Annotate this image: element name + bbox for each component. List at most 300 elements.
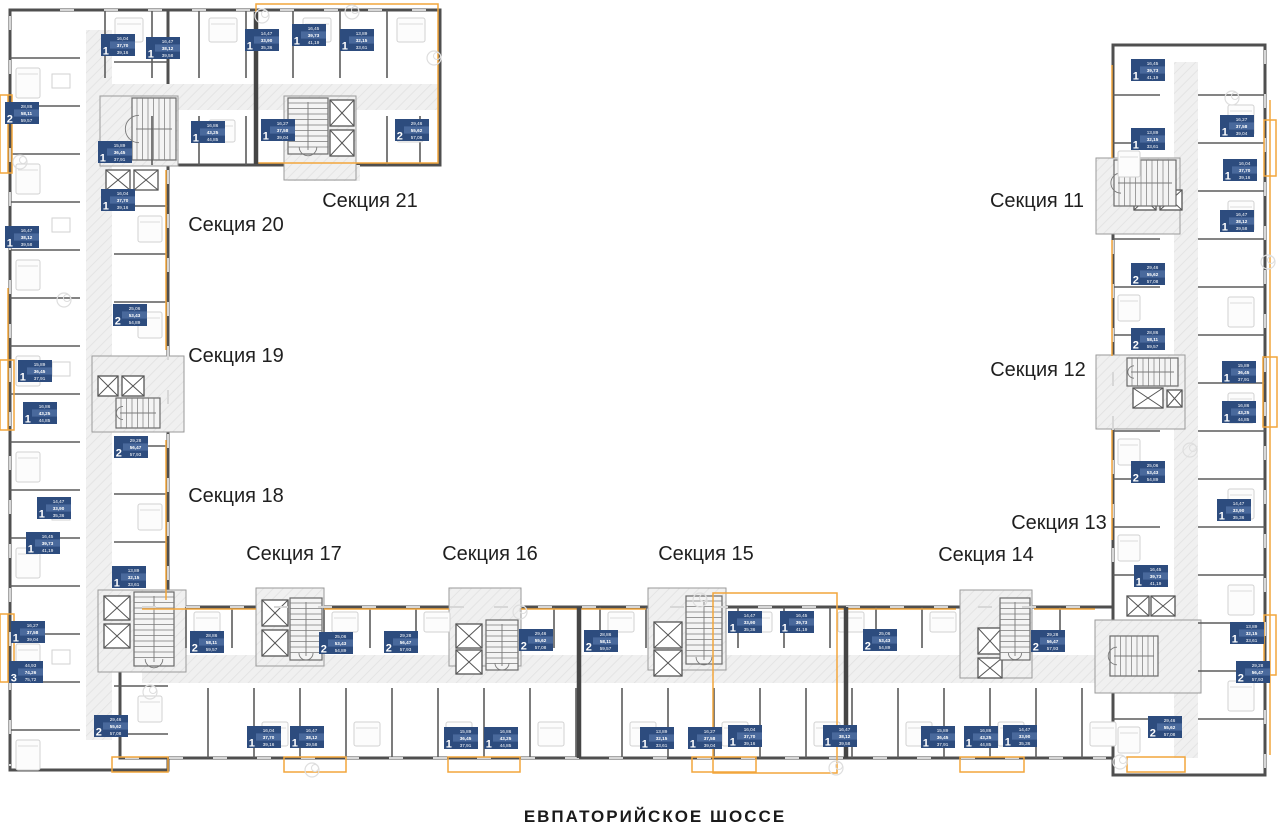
badge-area-top: 29,28 [1251,662,1264,668]
badge-area-top: 16,86 [206,122,219,128]
badge-room-count: 2 [385,642,392,655]
bed-glyph [538,722,564,746]
badge-area-total: 37,91 [459,743,472,748]
bed-glyph [209,18,237,42]
badge-room-count: 2 [1132,472,1139,485]
badge-area-top: 28,86 [599,631,612,637]
apartment-badge[interactable] [247,726,281,749]
badge-area-top: 16,27 [276,120,289,126]
apartment-badge[interactable] [1217,499,1251,522]
elevator-shaft [106,170,130,190]
bed-glyph [608,612,634,632]
badge-area-total: 39,16 [743,741,756,746]
bed-outline [1118,727,1140,753]
apartment-badge[interactable] [319,632,353,655]
badge-area-total: 33,61 [1146,144,1159,149]
badge-area-total: 37,91 [936,742,949,747]
apartment-badge[interactable] [9,661,43,684]
street-label: ЕВПАТОРИЙСКОЕ ШОССЕ [523,807,787,826]
badge-area-total: 39,16 [1238,175,1251,180]
badge-area-top: 16,27 [1235,116,1248,122]
apartment-badge[interactable] [101,189,135,212]
badge-area-total: 41,19 [1146,75,1159,80]
badge-room-count: 1 [6,237,13,250]
badge-area-mid: 55,62 [1163,724,1176,730]
badge-area-top: 15,89 [113,142,126,148]
apartment-badge[interactable] [1222,361,1256,384]
badge-area-total: 33,61 [355,45,368,50]
badge-area-mid: 58,11 [1146,336,1159,342]
badge-area-mid: 37,70 [116,197,129,203]
badge-room-count: 1 [19,371,26,384]
bed-outline [138,504,162,530]
bed-outline [1118,151,1140,177]
badge-area-mid: 33,90 [260,37,273,43]
bed-outline [16,452,40,482]
elevator-shaft [1133,388,1163,408]
badge-area-top: 15,89 [936,727,949,733]
badge-room-count: 2 [1032,641,1039,654]
badge-area-mid: 58,11 [599,638,612,644]
elevator-shaft [330,130,354,156]
apartment-badge[interactable] [1031,630,1065,653]
badge-room-count: 2 [520,640,527,653]
bed-outline [209,18,237,42]
badge-area-top: 14,47 [260,30,273,36]
badge-area-mid: 55,62 [534,637,547,643]
apartment-badge[interactable] [112,566,146,589]
badge-area-mid: 53,43 [878,637,891,643]
badge-area-total: 75,72 [24,677,37,682]
badge-area-mid: 38,12 [161,45,174,51]
elevator-shaft [654,650,682,676]
badge-room-count: 1 [291,737,298,750]
section-label: Секция 11 [989,190,1085,212]
badge-area-top: 16,45 [1149,566,1162,572]
apartment-badge[interactable] [146,37,180,60]
section-label: Секция 15 [658,543,754,565]
elevator-shaft [134,170,158,190]
badge-area-total: 35,36 [1232,515,1245,520]
badge-room-count: 1 [293,35,300,48]
badge-area-top: 16,45 [795,612,808,618]
badge-area-top: 29,46 [410,120,423,126]
apartment-badge[interactable] [113,304,147,327]
apartment-badge[interactable] [1131,328,1165,351]
bed-outline [138,696,162,722]
badge-area-total: 39,58 [305,742,318,747]
section-label: Секция 17 [246,543,342,565]
badge-room-count: 1 [641,738,648,751]
badge-area-total: 33,61 [127,582,140,587]
badge-area-mid: 38,12 [20,234,33,240]
badge-room-count: 1 [965,737,972,750]
section-label: Секция 12 [990,359,1086,381]
badge-area-total: 39,16 [116,50,129,55]
apartment-badge[interactable] [261,119,295,142]
bed-glyph [138,504,162,530]
badge-area-mid: 37,58 [1235,123,1248,129]
elevator-shaft [456,650,482,674]
badge-area-total: 39,58 [161,53,174,58]
badge-area-total: 54,89 [334,648,347,653]
badge-room-count: 2 [115,447,122,460]
apartment-badge[interactable] [98,141,132,164]
badge-area-total: 54,89 [878,645,891,650]
badge-area-total: 39,04 [703,743,716,748]
bed-glyph [1228,585,1254,615]
bed-outline [424,612,450,632]
badge-room-count: 1 [248,737,255,750]
badge-area-mid: 55,62 [1146,271,1159,277]
badge-area-top: 16,47 [838,726,851,732]
badge-area-mid: 33,90 [743,619,756,625]
staircase [116,398,160,428]
apartment-badge[interactable] [101,34,135,57]
bed-glyph [397,18,425,42]
badge-area-mid: 36,45 [936,734,949,740]
badge-room-count: 1 [102,200,109,213]
bed-glyph [1118,151,1140,177]
badge-area-top: 25,06 [878,630,891,636]
badge-area-mid: 38,12 [305,734,318,740]
badge-area-top: 16,86 [499,728,512,734]
elevator-shaft [330,100,354,126]
badge-area-top: 13,89 [355,30,368,36]
badge-area-top: 16,04 [743,726,756,732]
badge-room-count: 2 [320,643,327,656]
badge-area-top: 44,93 [24,662,37,668]
badge-room-count: 1 [1135,576,1142,589]
badge-area-top: 16,47 [305,727,318,733]
badge-room-count: 1 [1221,126,1228,139]
bed-glyph [1090,722,1116,746]
apartment-badge[interactable] [26,532,60,555]
badge-area-mid: 38,12 [1235,218,1248,224]
badge-room-count: 1 [192,132,199,145]
badge-area-mid: 32,15 [127,574,140,580]
apartment-badge[interactable] [1220,115,1254,138]
badge-area-mid: 39,73 [1149,573,1162,579]
apartment-badge[interactable] [584,630,618,653]
badge-room-count: 1 [689,738,696,751]
badge-area-top: 14,47 [743,612,756,618]
badge-room-count: 2 [191,642,198,655]
badge-area-total: 57,93 [399,647,412,652]
badge-area-total: 41,19 [1149,581,1162,586]
elevator-shaft [978,628,1002,654]
badge-area-mid: 53,43 [128,312,141,318]
bed-outline [16,260,40,290]
badge-area-mid: 32,15 [655,735,668,741]
bed-glyph [16,260,40,290]
badge-area-total: 39,04 [26,637,39,642]
badge-room-count: 2 [396,130,403,143]
badge-area-top: 16,86 [979,727,992,733]
apartment-badge[interactable] [728,725,762,748]
elevator-shaft [262,630,288,656]
apartment-badge[interactable] [191,121,225,144]
badge-area-top: 29,28 [1046,631,1059,637]
apartment-badge[interactable] [94,715,128,738]
apartment-badge[interactable] [964,726,998,749]
apartment-badge[interactable] [1003,725,1037,748]
apartment-badge[interactable] [1222,401,1256,424]
badge-area-total: 35,36 [743,627,756,632]
badge-room-count: 1 [102,45,109,58]
badge-area-top: 16,86 [38,403,51,409]
badge-area-mid: 37,58 [703,735,716,741]
apartment-badge[interactable] [1131,128,1165,151]
badge-area-top: 16,45 [1146,60,1159,66]
apartment-badge[interactable] [1223,159,1257,182]
badge-room-count: 2 [6,113,13,126]
badge-room-count: 1 [246,40,253,53]
badge-area-total: 37,91 [33,376,46,381]
badge-room-count: 1 [1223,372,1230,385]
badge-area-mid: 39,73 [307,32,320,38]
section-label: Секция 21 [322,190,418,212]
apartment-badge[interactable] [290,726,324,749]
badge-area-top: 16,04 [1238,160,1251,166]
badge-area-total: 59,57 [1146,344,1159,349]
bed-outline [1118,535,1140,561]
apartment-badge[interactable] [245,29,279,52]
apartment-badge[interactable] [11,621,45,644]
badge-area-total: 39,16 [262,742,275,747]
badge-area-total: 35,36 [52,513,65,518]
badge-area-mid: 37,70 [743,733,756,739]
badge-area-total: 39,58 [1235,226,1248,231]
badge-area-total: 59,57 [205,647,218,652]
badge-room-count: 2 [95,726,102,739]
badge-area-top: 16,45 [307,25,320,31]
apartment-badge[interactable] [921,726,955,749]
apartment-badge[interactable] [444,727,478,750]
badge-area-top: 16,47 [161,38,174,44]
badge-area-total: 33,61 [655,743,668,748]
apartment-badge[interactable] [688,727,722,750]
badge-room-count: 1 [1223,412,1230,425]
badge-area-top: 15,89 [1237,362,1250,368]
bed-outline [16,740,40,770]
badge-room-count: 1 [38,508,45,521]
apartment-badge[interactable] [1131,263,1165,286]
badge-area-top: 28,86 [1146,329,1159,335]
badge-area-mid: 43,25 [499,735,512,741]
bed-glyph [138,696,162,722]
badge-area-top: 16,04 [116,35,129,41]
badge-room-count: 1 [99,152,106,165]
apartment-badge[interactable] [1134,565,1168,588]
badge-area-total: 57,93 [129,452,142,457]
badge-room-count: 1 [1218,510,1225,523]
apartment-badge[interactable] [292,24,326,47]
section-label: Секция 16 [442,543,538,565]
badge-area-top: 29,46 [1146,264,1159,270]
badge-area-mid: 74,26 [24,669,37,675]
bed-glyph [1118,535,1140,561]
badge-area-total: 57,08 [410,135,423,140]
badge-area-top: 16,86 [1237,402,1250,408]
badge-room-count: 1 [729,622,736,635]
badge-room-count: 2 [1149,727,1156,740]
badge-area-mid: 36,45 [459,735,472,741]
bed-glyph [332,612,358,632]
badge-area-mid: 43,25 [1237,409,1250,415]
apartment-badge[interactable] [484,727,518,750]
badge-area-mid: 37,58 [26,629,39,635]
badge-room-count: 1 [1221,221,1228,234]
badge-area-top: 29,46 [534,630,547,636]
badge-room-count: 1 [12,632,19,645]
bed-outline [930,612,956,632]
badge-area-mid: 33,90 [1018,733,1031,739]
staircase [1127,358,1178,386]
badge-area-top: 25,06 [334,633,347,639]
badge-area-mid: 39,73 [795,619,808,625]
elevator-shaft [1167,390,1182,407]
badge-area-total: 44,85 [979,742,992,747]
badge-room-count: 1 [729,736,736,749]
badge-area-total: 44,85 [1237,417,1250,422]
badge-room-count: 1 [24,413,31,426]
badge-room-count: 1 [27,543,34,556]
apartment-badge[interactable] [1131,461,1165,484]
apartment-badge[interactable] [1148,716,1182,739]
badge-area-top: 15,89 [459,728,472,734]
bed-glyph [1228,681,1254,711]
badge-area-total: 59,57 [20,118,33,123]
badge-area-top: 14,47 [1232,500,1245,506]
badge-area-total: 35,36 [260,45,273,50]
bed-outline [538,722,564,746]
bed-outline [1118,295,1140,321]
badge-area-top: 15,89 [33,361,46,367]
apartment-badge[interactable] [1131,59,1165,82]
badge-room-count: 1 [922,737,929,750]
badge-area-mid: 36,45 [1237,369,1250,375]
badge-room-count: 2 [1132,274,1139,287]
badge-room-count: 2 [114,315,121,328]
apartment-badge[interactable] [37,497,71,520]
apartment-badge[interactable] [1236,661,1270,684]
apartment-badge[interactable] [1220,210,1254,233]
section-label: Секция 13 [1011,512,1107,534]
bed-outline [1228,297,1254,327]
badge-area-top: 13,89 [127,567,140,573]
apartment-badge[interactable] [384,631,418,654]
badge-area-mid: 33,90 [1232,507,1245,513]
badge-area-total: 35,36 [1018,741,1031,746]
section-label: Секция 20 [188,214,284,236]
apartment-badge[interactable] [780,611,814,634]
section-label: Секция 18 [188,485,284,507]
badge-area-top: 29,46 [109,716,122,722]
badge-area-mid: 39,73 [41,540,54,546]
badge-area-top: 25,06 [128,305,141,311]
badge-area-mid: 39,73 [1146,67,1159,73]
bed-glyph [1118,727,1140,753]
badge-room-count: 1 [1224,170,1231,183]
badge-area-top: 16,27 [26,622,39,628]
staircase [1108,636,1158,676]
badge-area-mid: 37,70 [262,734,275,740]
bed-outline [1228,585,1254,615]
bed-outline [16,68,40,98]
elevator-shaft [262,600,288,626]
elevator-shaft [978,658,1002,678]
badge-room-count: 1 [262,130,269,143]
elevator-shaft [1151,596,1175,616]
elevator-shaft [1127,596,1149,616]
badge-area-mid: 36,45 [113,149,126,155]
apartment-badge[interactable] [5,226,39,249]
badge-area-total: 54,89 [1146,477,1159,482]
badge-room-count: 1 [1004,736,1011,749]
badge-area-top: 14,47 [52,498,65,504]
badge-area-mid: 55,62 [109,723,122,729]
badge-area-mid: 53,43 [334,640,347,646]
section-label: Секция 19 [188,345,284,367]
badge-area-total: 41,19 [307,40,320,45]
badge-area-top: 13,89 [1245,623,1258,629]
badge-room-count: 1 [1231,633,1238,646]
badge-area-total: 39,58 [20,242,33,247]
apartment-badge[interactable] [114,436,148,459]
badge-area-mid: 58,11 [205,639,218,645]
apartment-badge[interactable] [395,119,429,142]
badge-area-top: 28,86 [20,103,33,109]
staircase [125,98,176,160]
apartment-badge[interactable] [823,725,857,748]
apartment-badge[interactable] [18,360,52,383]
bed-glyph [1118,295,1140,321]
badge-area-total: 44,85 [499,743,512,748]
badge-area-mid: 32,15 [1245,630,1258,636]
apartment-badge[interactable] [23,402,57,425]
badge-area-mid: 56,47 [1046,638,1059,644]
elevator-shaft [456,624,482,648]
badge-room-count: 1 [341,40,348,53]
badge-area-total: 37,91 [113,157,126,162]
apartment-badge[interactable] [519,629,553,652]
badge-room-count: 1 [824,736,831,749]
badge-area-mid: 33,90 [52,505,65,511]
badge-room-count: 2 [864,640,871,653]
badge-area-top: 29,28 [129,437,142,443]
bed-outline [1090,722,1116,746]
badge-room-count: 1 [1132,70,1139,83]
bed-outline [138,216,162,242]
badge-area-top: 13,89 [655,728,668,734]
apartment-badge[interactable] [863,629,897,652]
apartment-badge[interactable] [5,102,39,125]
bed-glyph [838,612,864,632]
apartment-badge[interactable] [190,631,224,654]
badge-area-total: 41,19 [41,548,54,553]
badge-area-top: 14,47 [1018,726,1031,732]
badge-room-count: 1 [485,738,492,751]
badge-area-top: 16,45 [41,533,54,539]
apartment-badge[interactable] [640,727,674,750]
badge-room-count: 1 [147,48,154,61]
apartment-badge[interactable] [1230,622,1264,645]
apartment-badge[interactable] [340,29,374,52]
badge-room-count: 2 [585,641,592,654]
bed-glyph [354,722,380,746]
apartment-badge[interactable] [728,611,762,634]
